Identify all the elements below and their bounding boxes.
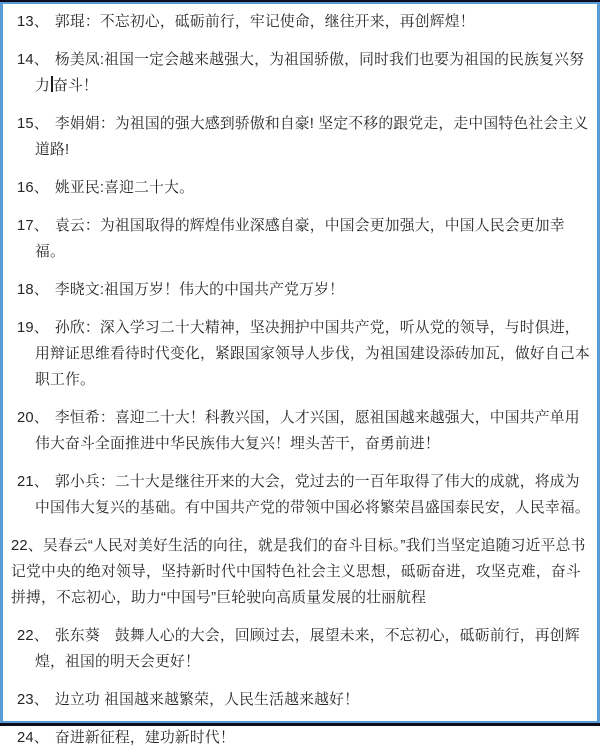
item-text: 吴春云“人民对美好生活的向往，就是我们的奋斗目标。”我们当坚定追随习近平总书记党中央的绝对领导，坚持新时代中国特色社会主义思想，砥砺奋进，攻坚克难，奋斗拼搏，不忘初心，助力“中国号”巨轮驶向高质量发展的壮丽航程	[11, 538, 586, 606]
item-number: 13、	[17, 14, 49, 30]
list-item	[3, 623, 592, 675]
list-item	[3, 469, 592, 521]
document-body	[3, 4, 597, 751]
document-page[interactable]	[0, 2, 600, 746]
item-number: 21、	[17, 474, 49, 490]
item-text: 边立功 祖国越来越繁荣，人民生活越来越好！	[54, 692, 360, 708]
item-text: 张东葵 鼓舞人心的大会，回顾过去，展望未来，不忘初心，砥砺前行，再创辉煌，祖国的明天会更好！	[35, 628, 580, 670]
list-item	[3, 47, 592, 99]
item-text: 姚亚民:喜迎二十大。	[54, 180, 195, 196]
item-text: 李恒希：喜迎二十大！科教兴国，人才兴国，愿祖国越来越强大，中国共产单用伟大奋斗全面推进中华民族伟大复兴！埋头苦干，奋勇前进！	[35, 410, 580, 452]
item-number: 15、	[17, 116, 49, 132]
item-number: 18、	[17, 282, 49, 298]
list-item	[3, 687, 592, 713]
list-item	[3, 111, 592, 163]
list-item	[3, 213, 592, 265]
item-number: 17、	[17, 218, 49, 234]
list-item	[3, 533, 592, 611]
item-text: 杨美凤:祖国一定会越来越强大，为祖国骄傲，同时我们也要为祖国的民族复兴努力	[35, 52, 585, 94]
list-item	[3, 315, 592, 393]
list-item	[3, 9, 592, 35]
list-item	[3, 725, 592, 751]
item-text: 孙欣：深入学习二十大精神，坚决拥护中国共产党，听从党的领导，与时俱进，用辩证思维看待时代变化，紧跟国家领导人步伐，为祖国建设添砖加瓦，做好自己本职工作。	[35, 320, 590, 388]
item-text: 奋进新征程，建功新时代！	[54, 730, 235, 746]
list-item	[3, 405, 592, 457]
item-text: 李娟娟：为祖国的强大感到骄傲和自豪! 坚定不移的跟党走，走中国特色社会主义道路!	[35, 116, 589, 158]
item-number: 19、	[17, 320, 49, 336]
list-item	[3, 175, 592, 201]
list-item	[3, 277, 592, 303]
item-text: 奋斗！	[53, 78, 98, 94]
item-number: 22、	[17, 628, 49, 644]
item-text: 李晓文:祖国万岁！伟大的中国共产党万岁！	[54, 282, 345, 298]
item-number: 14、	[17, 52, 49, 68]
item-number: 20、	[17, 410, 49, 426]
item-number: 22、	[11, 538, 43, 554]
item-number: 24、	[17, 730, 49, 746]
item-text: 郭小兵：二十大是继往开来的大会，党过去的一百年取得了伟大的成就，将成为中国伟大复兴的基础。有中国共产党的带领中国必将繁荣昌盛国泰民安，人民幸福。	[35, 474, 590, 516]
item-text: 袁云：为祖国取得的辉煌伟业深感自豪，中国会更加强大，中国人民会更加幸福。	[35, 218, 565, 260]
item-number: 23、	[17, 692, 49, 708]
item-text: 郭琨：不忘初心，砥砺前行，牢记使命，继往开来，再创辉煌！	[54, 14, 475, 30]
border-notch	[592, 694, 597, 707]
item-number: 16、	[17, 180, 49, 196]
